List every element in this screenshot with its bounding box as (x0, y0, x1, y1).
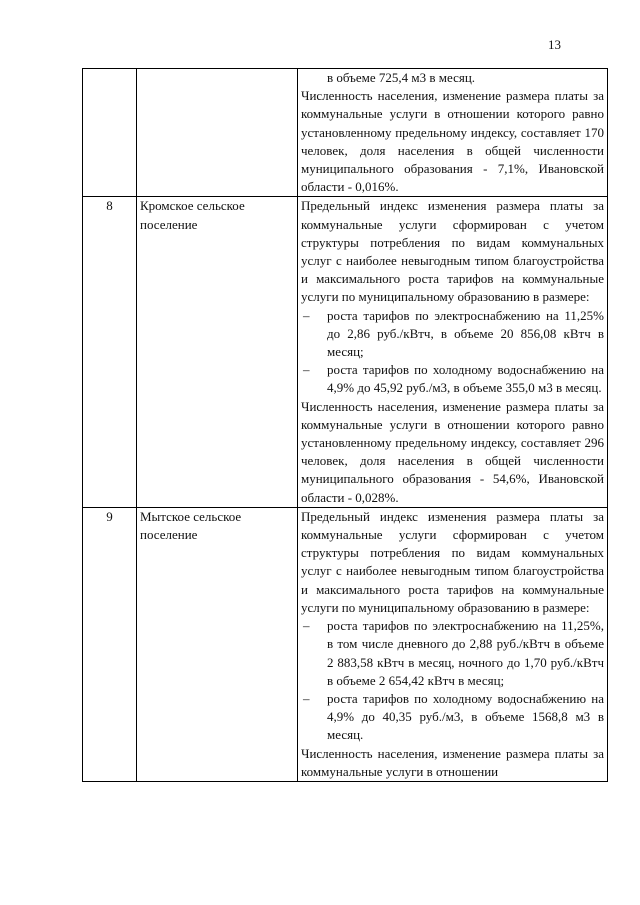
list-item: – роста тарифов по холодному водоснабжению на 4,9% до 45,92 руб./м3, в объеме 355,0 м3 в месяц. (303, 362, 604, 396)
row-description (298, 197, 608, 507)
population-paragraph: Численность населения, изменение размера платы за коммунальные услуги в отношении которого равно установленному предельному индексу, составляет 170 человек, доля населения в общей численности муниципального образования - 7,1%, Ивановской области - 0,016%. (301, 88, 604, 195)
municipality-name: Мытское сельское поселение (137, 507, 298, 781)
table-row (83, 69, 608, 197)
row-number: 9 (83, 507, 137, 781)
table-row (83, 507, 608, 781)
dash-marker: – (303, 618, 310, 634)
list-item: – роста тарифов по электроснабжению на 11,25% до 2,86 руб./кВтч, в объеме 20 856,08 кВтч в месяц; (303, 307, 604, 360)
row-description (298, 69, 608, 197)
tariff-table (82, 68, 608, 782)
population-paragraph: Численность населения, изменение размера платы за коммунальные услуги в отношении которого равно установленному предельному индексу, составляет 296 человек, доля населения в общей численности муниципального образования - 54,6%, Ивановской области - 0,028%. (301, 398, 604, 505)
tariff-list (301, 617, 604, 744)
index-intro-paragraph: Предельный индекс изменения размера платы за коммунальные услуги сформирован с учетом структуры потребления по видам коммунальных услуг с наиболее невыгодным типом благоустройства и максимального роста тарифов на коммунальные услуги по муниципальному образованию в размере: (301, 198, 604, 305)
dash-marker: – (303, 690, 310, 706)
page-number: 13 (548, 37, 561, 52)
row-description (298, 507, 608, 781)
population-paragraph: Численность населения, изменение размера платы за коммунальные услуги в отношении (301, 745, 604, 779)
list-item: – роста тарифов по холодному водоснабжению на 4,9% до 40,35 руб./м3, в объеме 1568,8 м3 в месяц. (303, 690, 604, 743)
table-row (83, 197, 608, 507)
index-intro-paragraph: Предельный индекс изменения размера платы за коммунальные услуги сформирован с учетом структуры потребления по видам коммунальных услуг с наиболее невыгодным типом благоустройства и максимального роста тарифов на коммунальные услуги по муниципальному образованию в размере: (301, 508, 604, 615)
tariff-list (301, 307, 604, 398)
dash-marker: – (303, 362, 310, 378)
dash-marker: – (303, 307, 310, 323)
list-item: – роста тарифов по электроснабжению на 11,25%, в том числе дневного до 2,88 руб./кВтч в объеме 2 883,58 кВтч в месяц, ночного до 1,70 руб./кВтч в объеме 2 654,42 кВтч в месяц; (303, 618, 604, 688)
row-number: 8 (83, 197, 137, 507)
municipality-name (137, 69, 298, 197)
municipality-name: Кромское сельское поселение (137, 197, 298, 507)
row-number (83, 69, 137, 197)
continued-line: в объеме 725,4 м3 в месяц. (327, 70, 476, 85)
